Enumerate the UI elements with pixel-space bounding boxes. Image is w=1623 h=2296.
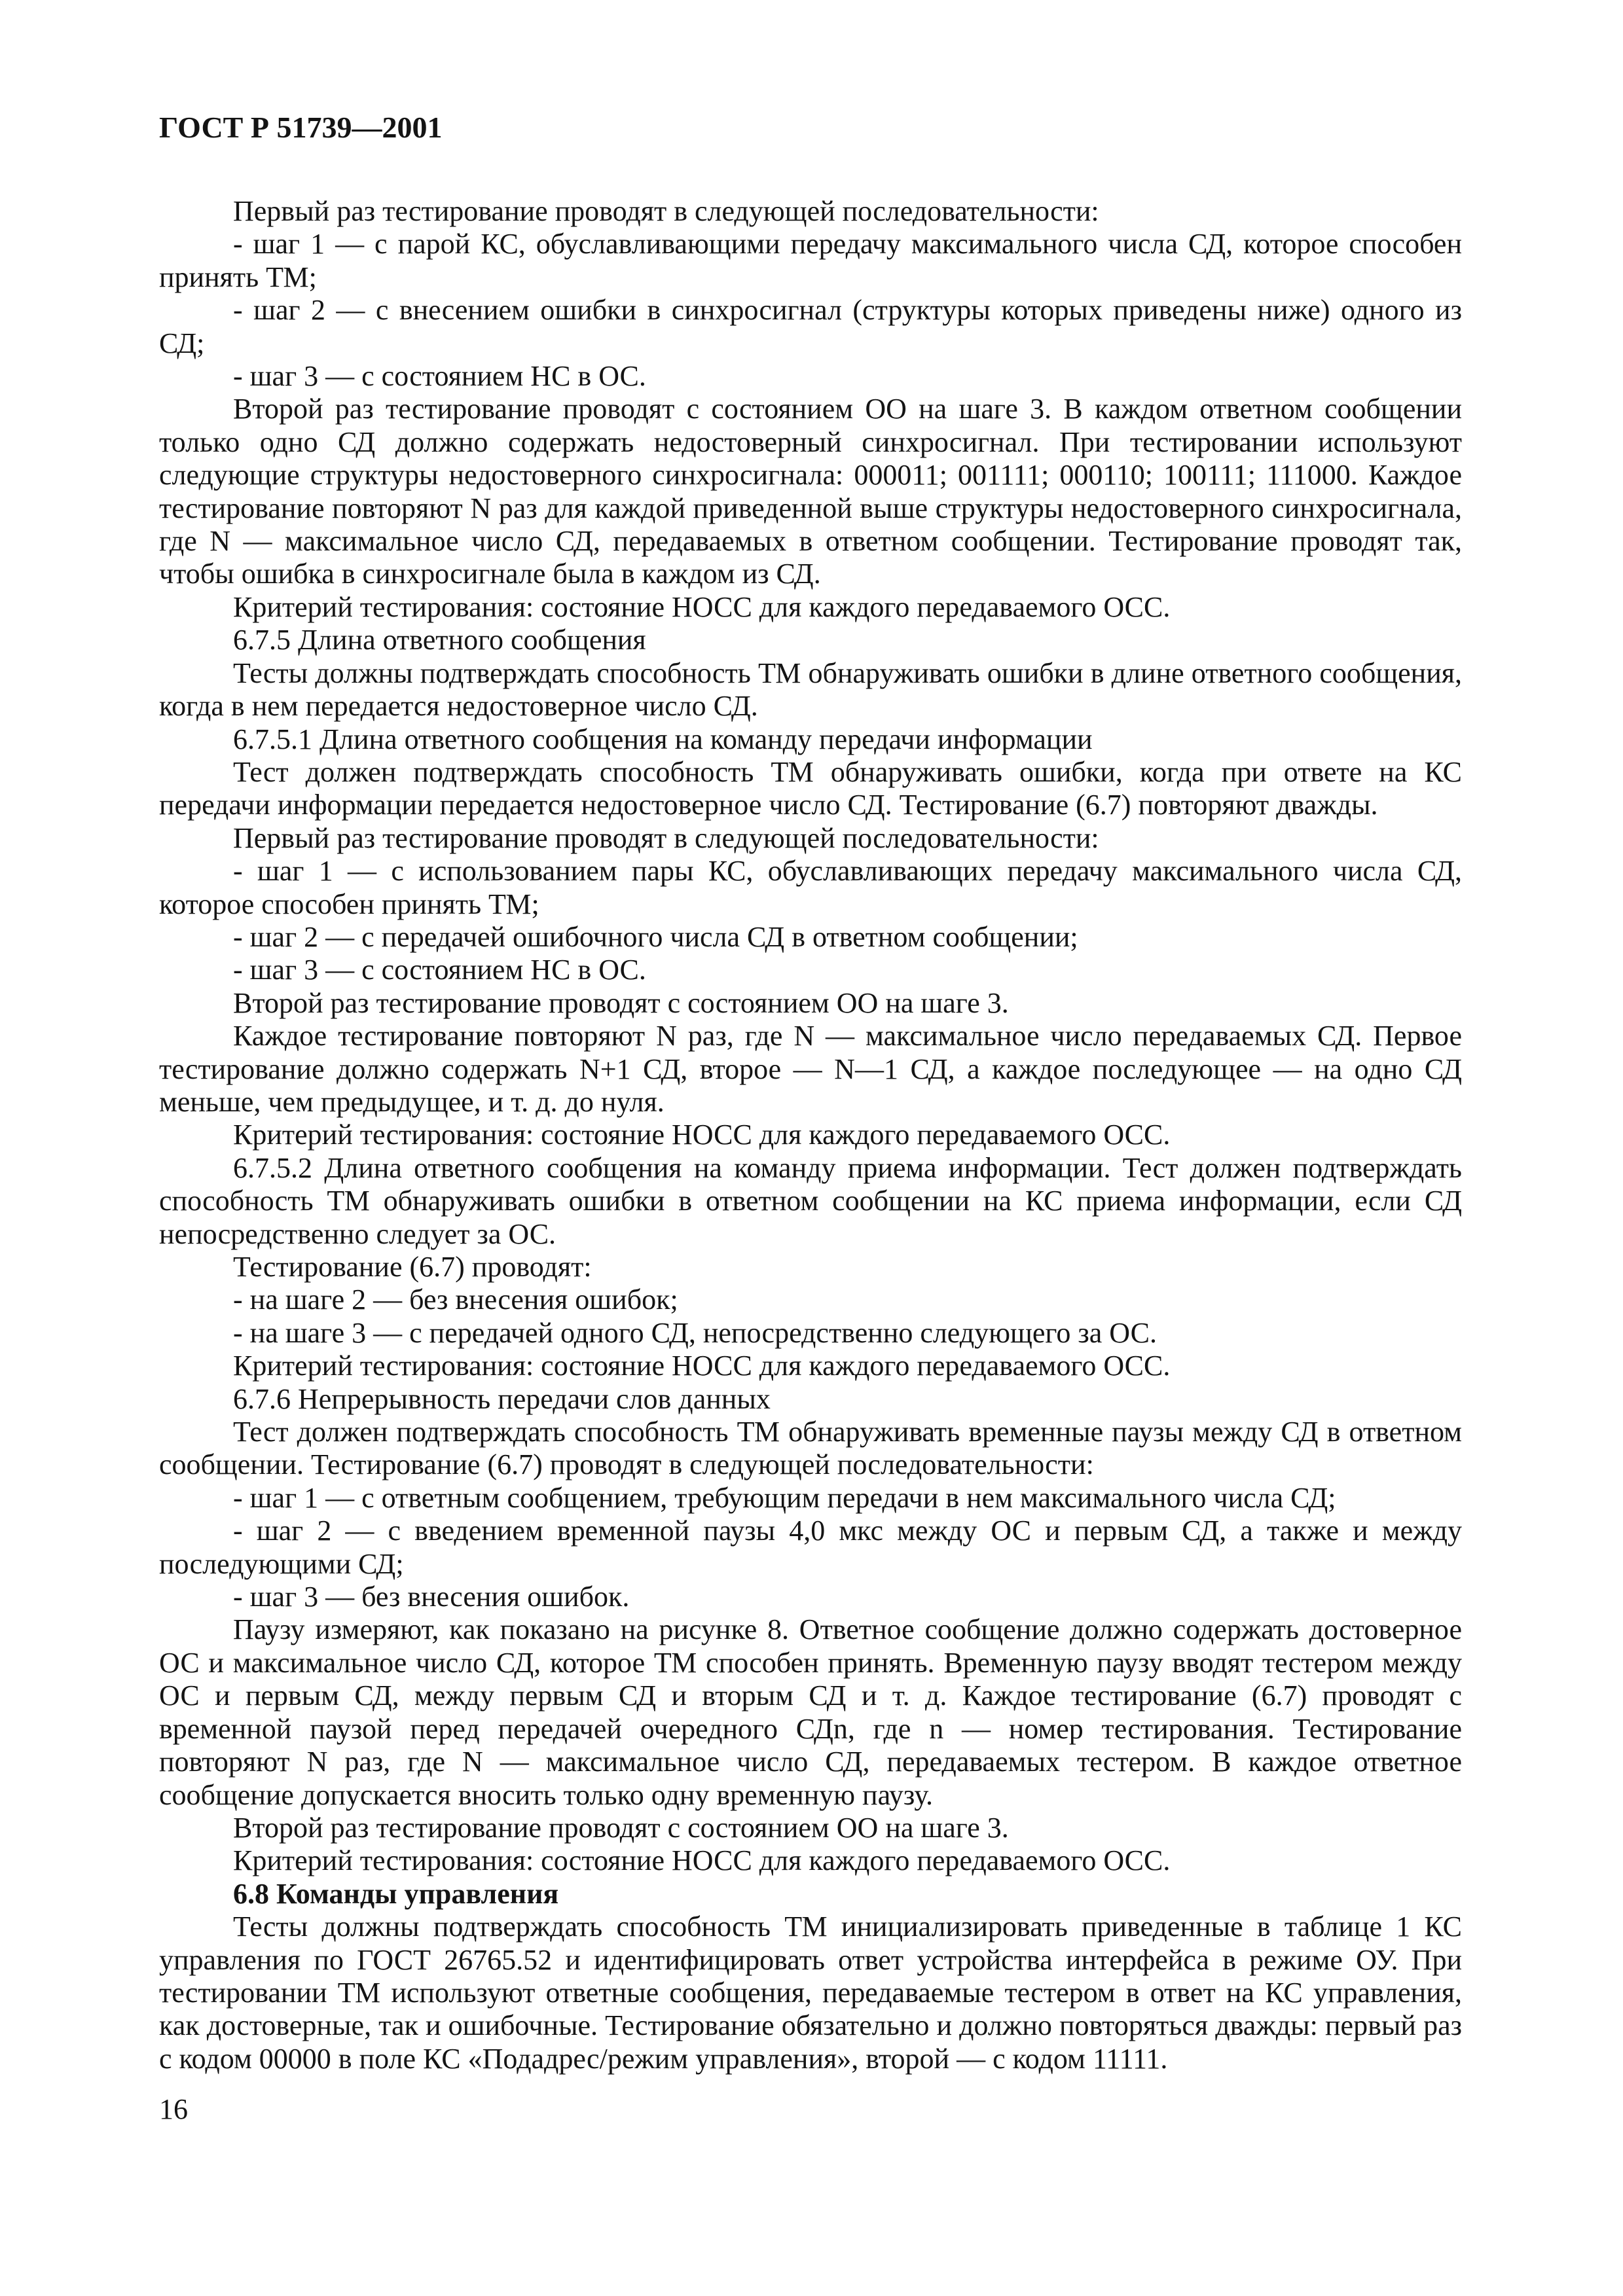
- paragraph: - шаг 1 — с ответным сообщением, требующим передачи в нем максимального числа СД;: [233, 1481, 1336, 1514]
- document-page: [159, 111, 1462, 2075]
- paragraph: Второй раз тестирование проводят с состоянием ОО на шаге 3.: [233, 986, 1009, 1019]
- paragraph: Паузу измеряют, как показано на рисунке 8. Ответное сообщение должно содержать достоверное ОС и максимальное число СД, которое ТМ способен принять. Временную паузу вводят тестером между ОС и первым СД, между первым СД и вторым СД и т. д. Каждое тестирование (6.7) проводят с временной паузой перед передачей очередного СДn, где n — номер тестирования. Тестирование повторяют N раз, где N — максимальное число СД, передаваемых тестером. В каждое ответное сообщение допускается вносить только одну временную паузу.: [159, 1613, 1462, 1811]
- paragraph: - на шаге 2 — без внесения ошибок;: [233, 1283, 678, 1316]
- paragraph: Первый раз тестирование проводят в следующей последовательности:: [233, 821, 1099, 854]
- paragraph: - шаг 3 — без внесения ошибок.: [233, 1581, 630, 1613]
- paragraph: Критерий тестирования: состояние НОСС для каждого передаваемого ОСС.: [233, 1350, 1171, 1382]
- paragraph: 6.7.5.2 Длина ответного сообщения на команду приема информации. Тест должен подтверждать способность ТМ обнаруживать ошибки в ответном сообщении на КС приема информации, если СД непосредственно следует за ОС.: [159, 1151, 1462, 1250]
- paragraph: 6.7.5.1 Длина ответного сообщения на команду передачи информации: [233, 723, 1093, 755]
- paragraph: 6.7.6 Непрерывность передачи слов данных: [233, 1382, 771, 1415]
- paragraph: - на шаге 3 — с передачей одного СД, непосредственно следующего за ОС.: [233, 1316, 1157, 1349]
- paragraph: Тестирование (6.7) проводят:: [233, 1251, 592, 1283]
- paragraph: - шаг 1 — с использованием пары КС, обуславливающих передачу максимального числа СД, которое способен принять ТМ;: [159, 855, 1462, 920]
- paragraph: - шаг 2 — с передачей ошибочного числа СД в ответном сообщении;: [233, 920, 1078, 953]
- page-number: 16: [159, 2093, 188, 2125]
- document-header: ГОСТ Р 51739—2001: [159, 111, 443, 144]
- paragraph: Тест должен подтверждать способность ТМ обнаруживать ошибки, когда при ответе на КС передачи информации передается недостоверное число СД. Тестирование (6.7) повторяют дважды.: [159, 755, 1462, 821]
- paragraph: - шаг 1 — с парой КС, обуславливающими передачу максимального числа СД, которое способен принять ТМ;: [159, 228, 1462, 293]
- paragraph: Каждое тестирование повторяют N раз, где N — максимальное число передаваемых СД. Первое тестирование должно содержать N+1 СД, второе — N—1 СД, а каждое последующее — на одно СД меньше, чем предыдущее, и т. д. до нуля.: [159, 1020, 1463, 1118]
- paragraph: - шаг 3 — с состоянием НС в ОС.: [233, 360, 646, 393]
- paragraph: Первый раз тестирование проводят в следующей последовательности:: [233, 195, 1099, 227]
- paragraph: Тест должен подтверждать способность ТМ обнаруживать временные паузы между СД в ответном сообщении. Тестирование (6.7) проводят в следующей последовательности:: [159, 1416, 1462, 1481]
- paragraph: Второй раз тестирование проводят с состоянием ОО на шаге 3. В каждом ответном сообщении только одно СД должно содержать недостоверный синхросигнал. При тестировании используют следующие структуры недостоверного синхросигнала: 000011; 001111; 000110; 100111; 111000. Каждое тестирование повторяют N раз для каждой приведенной выше структуры недостоверного синхросигнала, где N — максимальное число СД, передаваемых в ответном сообщении. Тестирование проводят так, чтобы ошибка в синхросигнале была в каждом из СД.: [159, 393, 1462, 590]
- paragraph: Второй раз тестирование проводят с состоянием ОО на шаге 3.: [233, 1811, 1009, 1844]
- paragraph: 6.7.5 Длина ответного сообщения: [233, 624, 646, 656]
- paragraph: Критерий тестирования: состояние НОСС для каждого передаваемого ОСС.: [233, 1119, 1171, 1151]
- paragraph: - шаг 2 — с внесением ошибки в синхросигнал (структуры которых приведены ниже) одного из СД;: [159, 294, 1462, 359]
- section-heading: 6.8 Команды управления: [233, 1877, 559, 1910]
- document-body: [159, 195, 1462, 2075]
- paragraph: Критерий тестирования: состояние НОСС для каждого передаваемого ОСС.: [233, 590, 1171, 623]
- paragraph: - шаг 2 — с введением временной паузы 4,0 мкс между ОС и первым СД, а также и между последующими СД;: [159, 1515, 1462, 1580]
- paragraph: Тесты должны подтверждать способность ТМ обнаруживать ошибки в длине ответного сообщения, когда в нем передается недостоверное число СД.: [159, 656, 1462, 723]
- paragraph: - шаг 3 — с состоянием НС в ОС.: [233, 954, 646, 986]
- paragraph: Критерий тестирования: состояние НОСС для каждого передаваемого ОСС.: [233, 1844, 1171, 1877]
- paragraph: Тесты должны подтверждать способность ТМ инициализировать приведенные в таблице 1 КС управления по ГОСТ 26765.52 и идентифицировать ответ устройства интерфейса в режиме ОУ. При тестировании ТМ используют ответные сообщения, передаваемые тестером в ответ на КС управления, как достоверные, так и ошибочные. Тестирование обязательно и должно повторяться дважды: первый раз с кодом 00000 в поле КС «Подадрес/режим управления», второй — с кодом 11111.: [159, 1910, 1462, 2075]
